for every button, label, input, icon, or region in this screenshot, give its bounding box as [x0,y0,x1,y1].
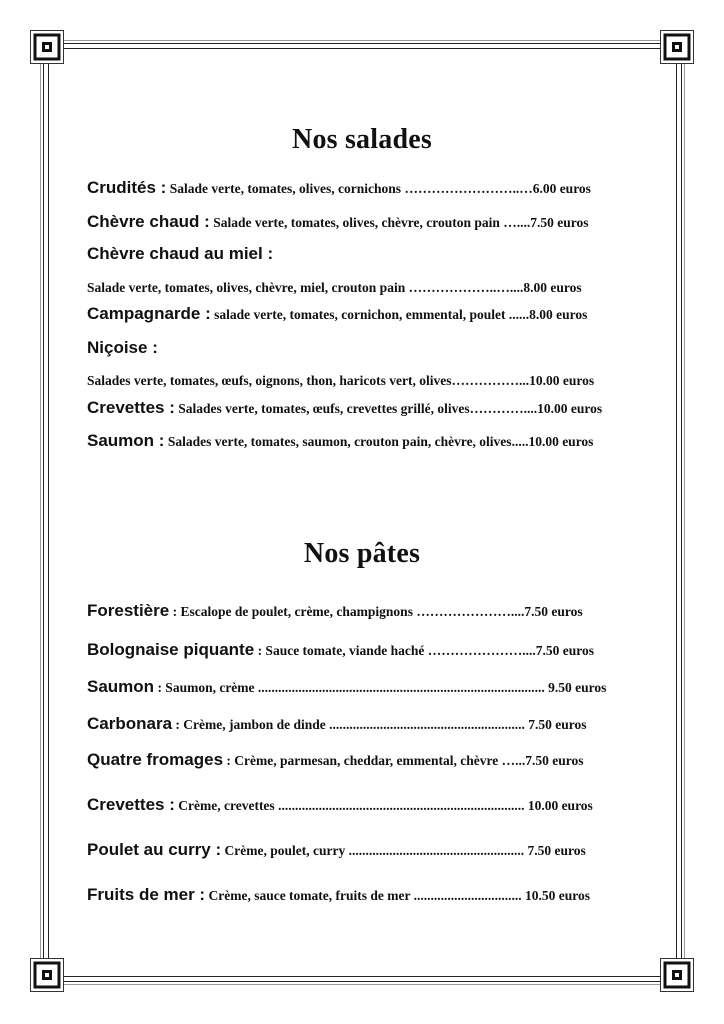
menu-item [87,244,273,264]
item-leader: ……………………..… [404,181,533,196]
item-price: 6.00 euros [532,181,591,196]
item-leader: .......................................................... [329,717,529,732]
item-price: 7.50 euros [530,215,589,230]
item-leader: ..... [511,434,529,449]
menu-item [87,178,591,198]
item-price: 9.50 euros [548,680,607,695]
item-price: 10.00 euros [529,373,595,388]
item-leader: ……………... [451,373,530,388]
corner-ornament-icon [30,30,64,64]
item-leader: …... [501,753,526,768]
menu-item [87,885,590,905]
menu-item [87,370,594,390]
item-price: 7.50 euros [527,843,586,858]
item-desc: : Crème, parmesan, cheddar, emmental, chèvre [223,753,502,768]
item-leader: .................................................... [348,843,528,858]
item-desc: salade verte, tomates, cornichon, emmental, poulet [210,307,509,322]
item-name: Fruits de mer : [87,885,206,904]
item-price: 8.00 euros [523,280,582,295]
item-leader: ................................ [413,888,526,903]
item-leader: ......................................................................... [278,798,528,813]
menu-item [87,212,589,232]
item-price: 8.00 euros [529,307,588,322]
item-price: 7.50 euros [535,643,595,658]
menu-item [87,750,584,770]
item-name: Campagnarde : [87,304,211,323]
item-leader: ...... [508,307,530,322]
section-title-pates: Nos pâtes [303,538,421,569]
item-name: Crevettes : [87,795,175,814]
menu-item [87,338,158,358]
item-desc: Salades verte, tomates, saumon, crouton pain, chèvre, olives [164,434,512,449]
item-desc: : Saumon, crème [154,680,258,695]
item-desc: Salade verte, tomates, olives, chèvre, miel, crouton pain [87,280,409,295]
item-desc: : Sauce tomate, viande haché [254,643,428,658]
menu-item [87,431,593,451]
item-name: Forestière [87,601,170,620]
item-name: Bolognaise piquante [87,640,255,659]
menu-item [87,304,587,324]
item-price: 7.50 euros [528,717,587,732]
item-name: Crudités : [87,178,167,197]
item-price: 7.50 euros [524,604,583,619]
item-name: Quatre fromages [87,750,224,769]
item-name: Saumon [87,677,155,696]
item-leader: ………………..….... [408,280,524,295]
item-price: 10.50 euros [525,888,591,903]
item-leader: ………………….... [416,604,525,619]
item-leader: ………………….... [427,643,536,658]
menu-item [87,795,593,815]
item-desc: Salade verte, tomates, olives, chèvre, crouton pain [209,215,504,230]
corner-ornament-icon [660,958,694,992]
item-desc: Salades verte, tomates, œufs, crevettes grillé, olives [174,401,470,416]
item-leader: ….... [503,215,531,230]
item-price: 10.00 euros [537,401,603,416]
corner-ornament-icon [30,958,64,992]
corner-ornament-icon [660,30,694,64]
item-name: Chèvre chaud au miel : [87,244,274,263]
item-desc: Crème, poulet, curry [221,843,349,858]
menu-item [87,277,582,297]
menu-item [87,677,606,697]
item-leader: ………….... [469,401,538,416]
section-title-salades: Nos salades [292,124,432,155]
item-desc: : Escalope de poulet, crème, champignons [169,604,417,619]
item-leader: ..................................................................................... [257,680,549,695]
item-desc: Crème, sauce tomate, fruits de mer [205,888,414,903]
item-price: 10.00 euros [527,798,593,813]
item-name: Poulet au curry : [87,840,222,859]
menu-item [87,640,594,660]
menu-item [87,714,587,734]
item-name: Saumon : [87,431,165,450]
item-name: Niçoise : [87,338,158,357]
item-name: Chèvre chaud : [87,212,210,231]
item-price: 7.50 euros [525,753,584,768]
menu-item [87,398,602,418]
item-name: Carbonara [87,714,173,733]
menu-item [87,601,583,621]
menu-item [87,840,586,860]
item-name: Crevettes : [87,398,175,417]
item-desc: Crème, crevettes [174,798,279,813]
item-desc: Salade verte, tomates, olives, cornichons [166,181,405,196]
item-desc: Salades verte, tomates, œufs, oignons, thon, haricots vert, olives [87,373,452,388]
item-price: 10.00 euros [528,434,594,449]
item-desc: : Crème, jambon de dinde [172,717,330,732]
